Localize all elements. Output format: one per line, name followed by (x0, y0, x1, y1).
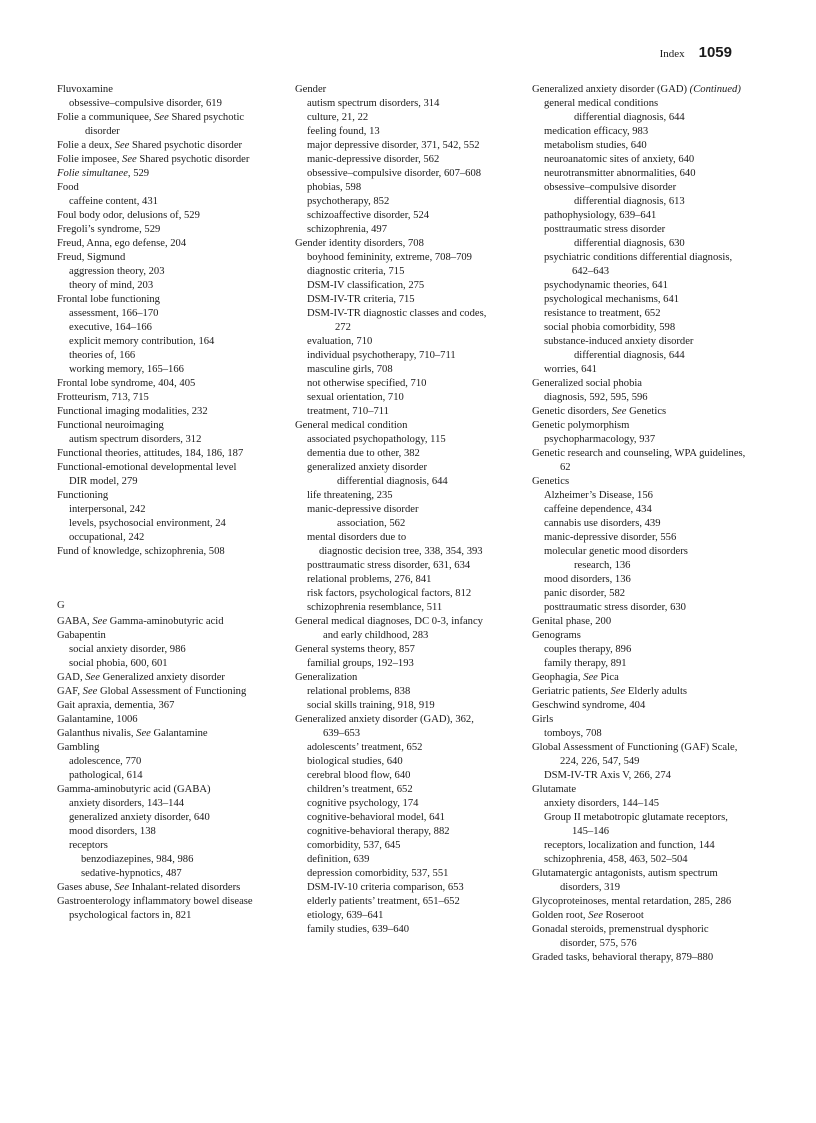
index-subentry: manic-depressive disorder, 562 (307, 154, 440, 165)
index-heading: Girls (532, 714, 554, 725)
index-subentry: social skills training, 918, 919 (307, 700, 435, 711)
index-heading: Generalized anxiety disorder (GAD) (Continued) (532, 84, 741, 95)
index-heading: Gases abuse, See Inhalant-related disorders (57, 882, 241, 893)
index-subentry: generalized anxiety disorder, 640 (69, 812, 210, 823)
index-subentry: posttraumatic stress disorder, 630 (544, 602, 686, 613)
index-subentry: differential diagnosis, 630 (574, 238, 685, 249)
index-subentry: manic-depressive disorder (307, 504, 419, 515)
index-subentry: psychodynamic theories, 641 (544, 280, 668, 291)
index-subentry: research, 136 (574, 560, 631, 571)
index-heading: Functional-emotional developmental level (57, 462, 237, 473)
index-heading: Gender identity disorders, 708 (295, 238, 424, 249)
index-subentry: Group II metabotropic glutamate receptors, 145–146 (544, 812, 728, 837)
index-subentry: neuroanatomic sites of anxiety, 640 (544, 154, 695, 165)
index-heading: Frontal lobe syndrome, 404, 405 (57, 378, 196, 389)
index-subentry: diagnostic criteria, 715 (307, 266, 405, 277)
index-subentry: children’s treatment, 652 (307, 784, 413, 795)
index-subentry: aggression theory, 203 (69, 266, 165, 277)
index-subentry: phobias, 598 (307, 182, 362, 193)
index-subentry: schizophrenia resemblance, 511 (307, 602, 443, 613)
index-subentry: metabolism studies, 640 (544, 140, 647, 151)
index-subentry: DSM-IV-TR diagnostic classes and codes, 272 (307, 308, 487, 333)
index-subentry: dementia due to other, 382 (307, 448, 420, 459)
index-subentry: mood disorders, 136 (544, 574, 631, 585)
index-subentry: worries, 641 (544, 364, 597, 375)
index-subentry: DSM-IV-TR criteria, 715 (307, 294, 415, 305)
index-subentry: diagnosis, 592, 595, 596 (544, 392, 648, 403)
index-subentry: social phobia comorbidity, 598 (544, 322, 676, 333)
index-subentry: schizoaffective disorder, 524 (307, 210, 430, 221)
index-subentry: mental disorders due to (307, 532, 407, 543)
index-heading: Functioning (57, 490, 109, 501)
index-heading: Gait apraxia, dementia, 367 (57, 700, 175, 711)
index-subentry: schizophrenia, 458, 463, 502–504 (544, 854, 688, 865)
index-subentry: interpersonal, 242 (69, 504, 146, 515)
index-subentry: psychological mechanisms, 641 (544, 294, 680, 305)
index-subentry: neurotransmitter abnormalities, 640 (544, 168, 696, 179)
index-subentry: individual psychotherapy, 710–711 (307, 350, 456, 361)
index-subentry: executive, 164–166 (69, 322, 152, 333)
index-heading: Glycoproteinoses, mental retardation, 285, 286 (532, 896, 732, 907)
index-subentry: manic-depressive disorder, 556 (544, 532, 677, 543)
index-heading: Frotteurism, 713, 715 (57, 392, 149, 403)
index-heading: Genital phase, 200 (532, 616, 612, 627)
index-heading: Gabapentin (57, 630, 106, 641)
index-heading: Functional neuroimaging (57, 420, 164, 431)
index-subentry: cognitive-behavioral therapy, 882 (307, 826, 450, 837)
index-heading: Genetic disorders, See Genetics (532, 406, 667, 417)
index-subentry: autism spectrum disorders, 314 (307, 98, 440, 109)
index-column-1 (57, 83, 262, 923)
index-subentry: associated psychopathology, 115 (307, 434, 446, 445)
index-subentry: resistance to treatment, 652 (544, 308, 661, 319)
index-subentry: diagnostic decision tree, 338, 354, 393 (319, 546, 483, 557)
index-heading: Gender (295, 84, 327, 95)
index-heading: Geophagia, See Pica (532, 672, 619, 683)
index-subentry: psychological factors in, 821 (69, 910, 192, 921)
index-subentry: differential diagnosis, 644 (574, 112, 685, 123)
index-subentry: major depressive disorder, 371, 542, 552 (307, 140, 480, 151)
index-heading: Gambling (57, 742, 100, 753)
index-heading: Glutamate (532, 784, 577, 795)
index-heading: Genetic research and counseling, WPA guidelines, 62 (532, 448, 746, 473)
index-heading: General systems theory, 857 (295, 644, 415, 655)
index-heading: Frontal lobe functioning (57, 294, 160, 305)
index-subentry: obsessive–compulsive disorder, 607–608 (307, 168, 482, 179)
index-subentry: obsessive–compulsive disorder, 619 (69, 98, 222, 109)
index-heading: Foul body odor, delusions of, 529 (57, 210, 200, 221)
index-heading: Functional imaging modalities, 232 (57, 406, 208, 417)
index-subentry: differential diagnosis, 613 (574, 196, 685, 207)
index-heading: Folie simultanee, 529 (57, 168, 150, 179)
index-column-2 (295, 83, 495, 937)
index-subentry: differential diagnosis, 644 (574, 350, 685, 361)
index-heading: Generalized anxiety disorder (GAD), 362, 639–653 (295, 714, 474, 739)
index-subentry: cognitive-behavioral model, 641 (307, 812, 445, 823)
index-subentry: molecular genetic mood disorders (544, 546, 688, 557)
index-heading: Fluvoxamine (57, 84, 113, 95)
index-heading: Generalization (295, 672, 358, 683)
index-subentry: adolescents’ treatment, 652 (307, 742, 423, 753)
index-subentry: benzodiazepines, 984, 986 (81, 854, 194, 865)
index-subentry: tomboys, 708 (544, 728, 602, 739)
index-subentry: sedative-hypnotics, 487 (81, 868, 182, 879)
index-heading: GAF, See Global Assessment of Functioning (57, 686, 247, 697)
index-subentry: explicit memory contribution, 164 (69, 336, 215, 347)
index-subentry: levels, psychosocial environment, 24 (69, 518, 226, 529)
running-head: Index (659, 48, 685, 60)
index-heading: Food (57, 182, 79, 193)
page-header (660, 44, 732, 61)
index-subentry: treatment, 710–711 (307, 406, 389, 417)
index-heading: Functional theories, attitudes, 184, 186, 187 (57, 448, 244, 459)
index-subentry: DSM-IV classification, 275 (307, 280, 425, 291)
index-heading: Generalized social phobia (532, 378, 643, 389)
index-heading: Golden root, See Roseroot (532, 910, 644, 921)
index-subentry: evaluation, 710 (307, 336, 373, 347)
index-subentry: masculine girls, 708 (307, 364, 393, 375)
index-subentry: generalized anxiety disorder (307, 462, 428, 473)
index-subentry: life threatening, 235 (307, 490, 393, 501)
index-subentry: receptors (69, 840, 108, 851)
index-subentry: family studies, 639–640 (307, 924, 410, 935)
index-subentry: posttraumatic stress disorder, 631, 634 (307, 560, 471, 571)
index-subentry: autism spectrum disorders, 312 (69, 434, 202, 445)
index-subentry: feeling found, 13 (307, 126, 380, 137)
index-heading: Fregoli’s syndrome, 529 (57, 224, 161, 235)
index-subentry: caffeine content, 431 (69, 196, 158, 207)
index-subentry: differential diagnosis, 644 (337, 476, 448, 487)
index-subentry: psychopharmacology, 937 (544, 434, 656, 445)
index-subentry: relational problems, 276, 841 (307, 574, 432, 585)
index-subentry: cannabis use disorders, 439 (544, 518, 661, 529)
index-heading: Galanthus nivalis, See Galantamine (57, 728, 208, 739)
index-heading: Freud, Anna, ego defense, 204 (57, 238, 187, 249)
index-subentry: comorbidity, 537, 645 (307, 840, 401, 851)
index-heading: Glutamatergic antagonists, autism spectrum disorders, 319 (532, 868, 718, 893)
index-subentry: cognitive psychology, 174 (307, 798, 419, 809)
index-subentry: anxiety disorders, 143–144 (69, 798, 185, 809)
index-subentry: biological studies, 640 (307, 756, 403, 767)
section-letter: G (57, 600, 65, 611)
index-subentry: sexual orientation, 710 (307, 392, 404, 403)
index-subentry: social phobia, 600, 601 (69, 658, 168, 669)
index-subentry: substance-induced anxiety disorder (544, 336, 694, 347)
index-subentry: psychiatric conditions differential diagnosis, 642–643 (544, 252, 733, 277)
page-number: 1059 (698, 44, 732, 61)
index-subentry: couples therapy, 896 (544, 644, 632, 655)
index-subentry: etiology, 639–641 (307, 910, 384, 921)
index-subentry: adolescence, 770 (69, 756, 142, 767)
index-column-3 (532, 83, 747, 965)
index-subentry: mood disorders, 138 (69, 826, 156, 837)
index-heading: Folie a deux, See Shared psychotic disorder (57, 140, 243, 151)
index-subentry: pathological, 614 (69, 770, 143, 781)
index-subentry: boyhood femininity, extreme, 708–709 (307, 252, 472, 263)
index-subentry: association, 562 (337, 518, 406, 529)
index-subentry: theory of mind, 203 (69, 280, 154, 291)
index-subentry: psychotherapy, 852 (307, 196, 390, 207)
index-subentry: receptors, localization and function, 144 (544, 840, 715, 851)
index-heading: Freud, Sigmund (57, 252, 126, 263)
index-subentry: anxiety disorders, 144–145 (544, 798, 660, 809)
index-heading: Geschwind syndrome, 404 (532, 700, 646, 711)
index-heading: GABA, See Gamma-aminobutyric acid (57, 616, 224, 627)
index-subentry: obsessive–compulsive disorder (544, 182, 677, 193)
index-heading: Gonadal steroids, premenstrual dysphoric disorder, 575, 576 (532, 924, 709, 949)
index-heading: Gamma-aminobutyric acid (GABA) (57, 784, 211, 795)
index-subentry: familial groups, 192–193 (307, 658, 414, 669)
index-subentry: occupational, 242 (69, 532, 145, 543)
index-heading: Fund of knowledge, schizophrenia, 508 (57, 546, 225, 557)
index-heading: Geriatric patients, See Elderly adults (532, 686, 688, 697)
index-subentry: cerebral blood flow, 640 (307, 770, 411, 781)
index-subentry: relational problems, 838 (307, 686, 411, 697)
index-subentry: theories of, 166 (69, 350, 136, 361)
index-subentry: culture, 21, 22 (307, 112, 369, 123)
index-heading: Gastroenterology inflammatory bowel disease (57, 896, 253, 907)
index-heading: General medical condition (295, 420, 408, 431)
index-subentry: pathophysiology, 639–641 (544, 210, 657, 221)
index-subentry: depression comorbidity, 537, 551 (307, 868, 449, 879)
index-subentry: assessment, 166–170 (69, 308, 159, 319)
index-subentry: medication efficacy, 983 (544, 126, 649, 137)
index-heading: General medical diagnoses, DC 0-3, infancy and early childhood, 283 (295, 616, 483, 641)
index-subentry: posttraumatic stress disorder (544, 224, 666, 235)
index-subentry: DSM-IV-TR Axis V, 266, 274 (544, 770, 671, 781)
index-subentry: risk factors, psychological factors, 812 (307, 588, 472, 599)
index-subentry: caffeine dependence, 434 (544, 504, 652, 515)
index-subentry: family therapy, 891 (544, 658, 627, 669)
index-subentry: Alzheimer’s Disease, 156 (544, 490, 653, 501)
index-heading: GAD, See Generalized anxiety disorder (57, 672, 225, 683)
index-subentry: general medical conditions (544, 98, 659, 109)
index-subentry: DSM-IV-10 criteria comparison, 653 (307, 882, 464, 893)
section-gap (57, 559, 262, 587)
index-subentry: schizophrenia, 497 (307, 224, 388, 235)
index-heading: Genetics (532, 476, 570, 487)
index-heading: Genetic polymorphism (532, 420, 630, 431)
index-subentry: working memory, 165–166 (69, 364, 184, 375)
index-heading: Graded tasks, behavioral therapy, 879–880 (532, 952, 714, 963)
index-heading: Global Assessment of Functioning (GAF) Scale, 224, 226, 547, 549 (532, 742, 738, 767)
index-subentry: DIR model, 279 (69, 476, 138, 487)
index-heading: Folie a communiquee, See Shared psychotic disorder (57, 112, 245, 137)
index-subentry: elderly patients’ treatment, 651–652 (307, 896, 460, 907)
index-subentry: social anxiety disorder, 986 (69, 644, 186, 655)
index-subentry: definition, 639 (307, 854, 370, 865)
index-heading: Folie imposee, See Shared psychotic disorder (57, 154, 250, 165)
index-subentry: panic disorder, 582 (544, 588, 626, 599)
index-subentry: not otherwise specified, 710 (307, 378, 427, 389)
index-heading: Genograms (532, 630, 581, 641)
index-heading: Galantamine, 1006 (57, 714, 138, 725)
